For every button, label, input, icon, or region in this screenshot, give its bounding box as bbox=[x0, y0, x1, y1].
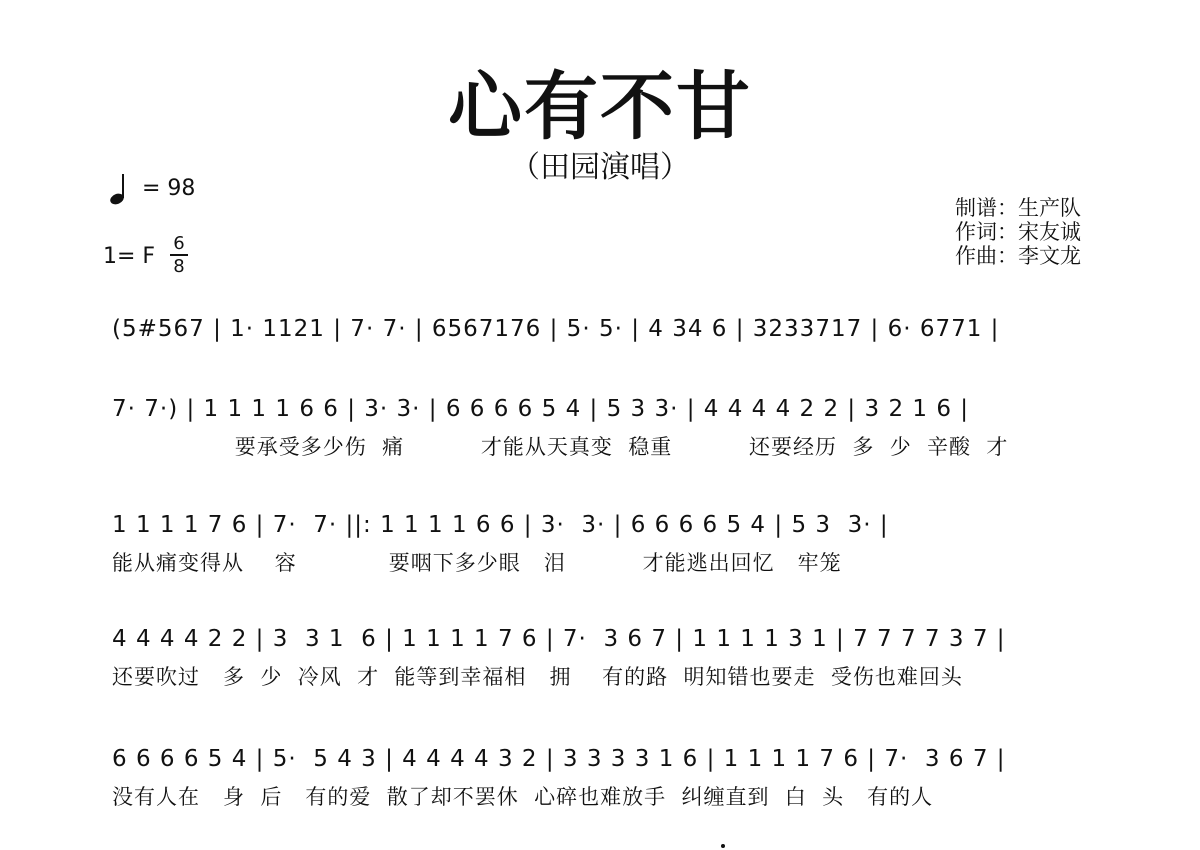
credit-composer: 作曲：李文龙 bbox=[955, 244, 1081, 268]
notation-line: 1 1 1 1 7 6 | 7· 7· ||: 1 1 1 1 6 6 | 3· 3· | 6 6 6 6 5 4 | 5 3 3· | bbox=[112, 512, 889, 538]
meter-bottom: 8 bbox=[173, 256, 185, 277]
tempo-value: = 98 bbox=[142, 176, 196, 201]
notation-line: 4 4 4 4 2 2 | 3 3 1 6 | 1 1 1 1 7 6 | 7· 3 6 7 | 1 1 1 1 3 1 | 7 7 7 7 3 7 | bbox=[112, 626, 1006, 652]
credits bbox=[955, 196, 1081, 268]
lyrics-line: 要承受多少伤 痛 才能从天真变 稳重 还要经历 多 少 辛酸 才 bbox=[112, 435, 1009, 459]
lyrics-line: 能从痛变得从 容 要咽下多少眼 泪 才能逃出回忆 牢笼 bbox=[112, 551, 842, 575]
credit-arranger: 制谱：生产队 bbox=[955, 196, 1081, 220]
notation-line: 6 6 6 6 5 4 | 5· 5 4 3 | 4 4 4 4 3 2 | 3 3 3 3 1 6 | 1 1 1 1 7 6 | 7· 3 6 7 | bbox=[112, 746, 1006, 772]
lyrics-line: 没有人在 身 后 有的爱 散了却不罢休 心碎也难放手 纠缠直到 白 头 有的人 bbox=[112, 785, 934, 809]
notation-line: 7· 7·) | 1 1 1 1 6 6 | 3· 3· | 6 6 6 6 5 4 | 5 3 3· | 4 4 4 4 2 2 | 3 2 1 6 | bbox=[112, 396, 970, 422]
key-signature: 1= F bbox=[103, 244, 156, 269]
time-signature bbox=[170, 234, 188, 276]
credit-lyricist: 作词：宋友诚 bbox=[955, 220, 1081, 244]
quarter-note-icon bbox=[108, 172, 132, 206]
meter-top: 6 bbox=[173, 233, 185, 254]
page-title: 心有不甘 bbox=[448, 64, 752, 150]
page-subtitle: （田园演唱） bbox=[510, 150, 690, 185]
lyrics-line: 还要吹过 多 少 冷风 才 能等到幸福相 拥 有的路 明知错也要走 受伤也难回头 bbox=[112, 665, 963, 689]
notation-line: (5#567 | 1· 1121 | 7· 7· | 6567176 | 5· 5· | 4 34 6 | 3233717 | 6· 6771 | bbox=[112, 316, 1000, 342]
page-mark bbox=[721, 844, 725, 848]
